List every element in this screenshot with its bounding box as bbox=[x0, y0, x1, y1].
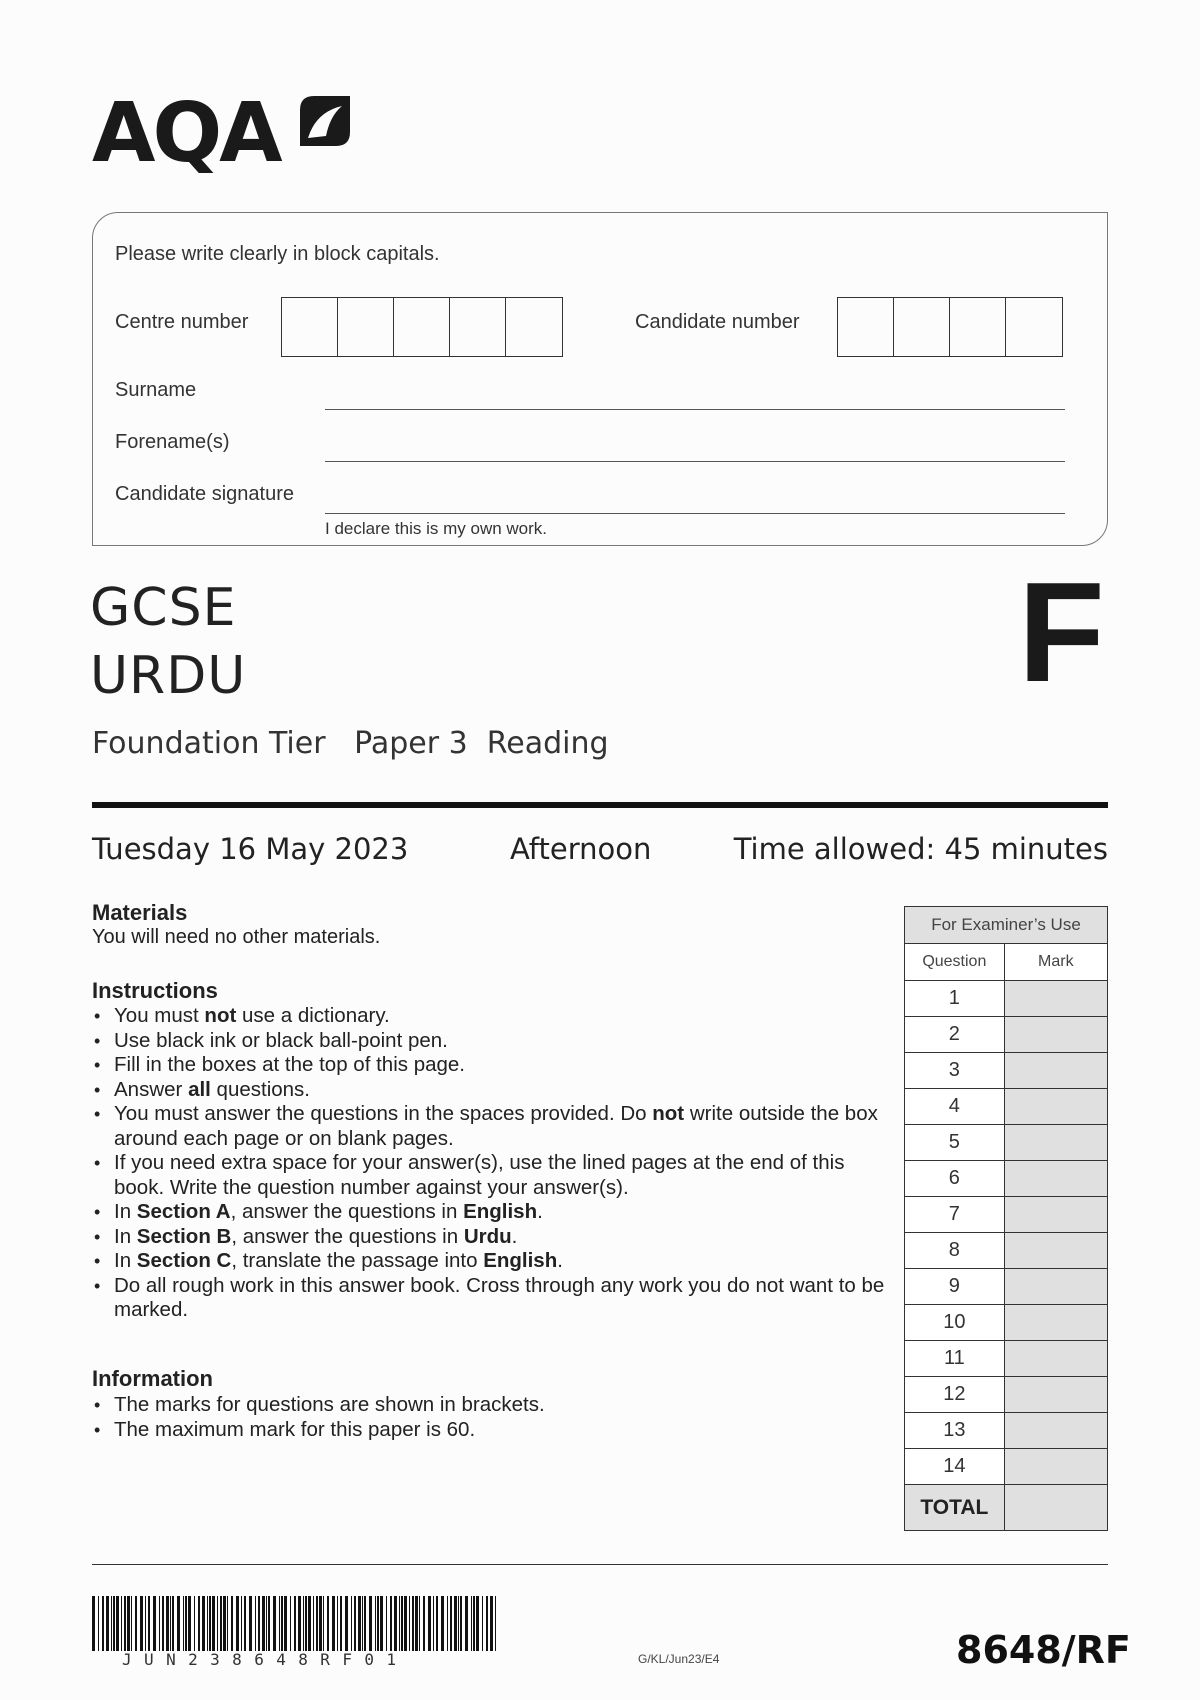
examiner-table-row bbox=[905, 1197, 1108, 1233]
centre-digit-box[interactable] bbox=[394, 298, 450, 356]
candidate-number-label: Candidate number bbox=[635, 311, 800, 333]
exam-date: Tuesday 16 May 2023 bbox=[92, 832, 409, 866]
examiner-table-row bbox=[905, 1053, 1108, 1089]
mark-cell bbox=[1004, 981, 1107, 1017]
mark-cell bbox=[1004, 1197, 1107, 1233]
examiner-table-row bbox=[905, 1233, 1108, 1269]
question-number-cell: 4 bbox=[905, 1089, 1005, 1125]
examiner-table-row bbox=[905, 1017, 1108, 1053]
question-number-cell: 12 bbox=[905, 1377, 1005, 1413]
information-item: • The marks for questions are shown in brackets. bbox=[92, 1393, 892, 1418]
mark-cell bbox=[1004, 1377, 1107, 1413]
paper-code: 8648/RF bbox=[956, 1628, 1131, 1672]
examiner-table-row bbox=[905, 1341, 1108, 1377]
footer-divider bbox=[92, 1564, 1108, 1565]
examiner-use-table bbox=[904, 906, 1108, 1531]
centre-number-label: Centre number bbox=[115, 311, 249, 333]
materials-text: You will need no other materials. bbox=[92, 926, 381, 948]
instruction-item: • You must answer the questions in the spaces provided. Do not write outside the box around each page or on blank pages. bbox=[92, 1102, 892, 1151]
instruction-item: • In Section B, answer the questions in Urdu. bbox=[92, 1225, 892, 1250]
materials-heading: Materials bbox=[92, 900, 188, 925]
instruction-item: • Do all rough work in this answer book. Cross through any work you do not want to be marked. bbox=[92, 1274, 892, 1323]
mark-cell bbox=[1004, 1089, 1107, 1125]
mark-cell bbox=[1004, 1341, 1107, 1377]
centre-digit-box[interactable] bbox=[450, 298, 506, 356]
instruction-item: • If you need extra space for your answer(s), use the lined pages at the end of this book. Write the question number against your answer(s). bbox=[92, 1151, 892, 1200]
mark-cell bbox=[1004, 1161, 1107, 1197]
examiner-table-row bbox=[905, 1089, 1108, 1125]
subject-title: URDU bbox=[90, 646, 247, 706]
candidate-digit-box[interactable] bbox=[838, 298, 894, 356]
question-number-cell: 13 bbox=[905, 1413, 1005, 1449]
barcode bbox=[92, 1596, 502, 1651]
examiner-table-row bbox=[905, 1413, 1108, 1449]
instruction-item: • Use black ink or black ball-point pen. bbox=[92, 1029, 892, 1054]
instruction-item: • You must not use a dictionary. bbox=[92, 1004, 892, 1029]
time-allowed: Time allowed: 45 minutes bbox=[733, 832, 1108, 866]
question-number-cell: 2 bbox=[905, 1017, 1005, 1053]
forenames-label: Forename(s) bbox=[115, 431, 230, 453]
candidate-digit-box[interactable] bbox=[950, 298, 1006, 356]
mark-cell bbox=[1004, 1269, 1107, 1305]
information-heading: Information bbox=[92, 1366, 213, 1391]
mark-cell bbox=[1004, 1053, 1107, 1089]
examiner-table-row bbox=[905, 1449, 1108, 1485]
forenames-field[interactable] bbox=[325, 461, 1065, 462]
total-mark-cell bbox=[1004, 1485, 1107, 1531]
question-number-cell: 8 bbox=[905, 1233, 1005, 1269]
block-capitals-instruction: Please write clearly in block capitals. bbox=[115, 243, 440, 265]
examiner-table-row bbox=[905, 1377, 1108, 1413]
question-number-cell: 6 bbox=[905, 1161, 1005, 1197]
instructions-heading: Instructions bbox=[92, 978, 218, 1003]
declaration-text: I declare this is my own work. bbox=[325, 519, 548, 538]
barcode-number: JUN238648RF01 bbox=[122, 1650, 409, 1669]
centre-digit-box[interactable] bbox=[338, 298, 394, 356]
question-number-cell: 10 bbox=[905, 1305, 1005, 1341]
examiner-table-row bbox=[905, 981, 1108, 1017]
examiner-table-row bbox=[905, 1161, 1108, 1197]
centre-digit-box[interactable] bbox=[282, 298, 338, 356]
mark-cell bbox=[1004, 1305, 1107, 1341]
instruction-item: • In Section A, answer the questions in English. bbox=[92, 1200, 892, 1225]
paper-subtitle: Foundation Tier Paper 3 Reading bbox=[92, 726, 609, 761]
question-number-cell: 9 bbox=[905, 1269, 1005, 1305]
candidate-digit-box[interactable] bbox=[894, 298, 950, 356]
candidate-number-boxes[interactable] bbox=[837, 297, 1063, 357]
instruction-item: • Answer all questions. bbox=[92, 1078, 892, 1103]
mark-cell bbox=[1004, 1233, 1107, 1269]
question-number-cell: 7 bbox=[905, 1197, 1005, 1233]
centre-digit-box[interactable] bbox=[506, 298, 562, 356]
question-number-cell: 11 bbox=[905, 1341, 1005, 1377]
exam-session: Afternoon bbox=[510, 832, 652, 866]
examiner-table-row bbox=[905, 1269, 1108, 1305]
tier-letter: F bbox=[1018, 553, 1105, 712]
instruction-item: • In Section C, translate the passage into English. bbox=[92, 1249, 892, 1274]
total-label: TOTAL bbox=[905, 1485, 1005, 1531]
question-number-cell: 3 bbox=[905, 1053, 1005, 1089]
mark-column-header: Mark bbox=[1004, 944, 1107, 981]
mark-cell bbox=[1004, 1413, 1107, 1449]
aqa-logo bbox=[92, 84, 362, 184]
centre-number-boxes[interactable] bbox=[281, 297, 563, 357]
mark-cell bbox=[1004, 1125, 1107, 1161]
qualification-title: GCSE bbox=[90, 578, 237, 638]
examiner-table-heading: For Examiner’s Use bbox=[905, 907, 1108, 944]
instruction-item: • Fill in the boxes at the top of this page. bbox=[92, 1053, 892, 1078]
signature-field[interactable] bbox=[325, 513, 1065, 514]
instructions-list bbox=[92, 1004, 892, 1323]
question-number-cell: 1 bbox=[905, 981, 1005, 1017]
information-list bbox=[92, 1393, 892, 1442]
logo-text: AQA bbox=[92, 86, 280, 181]
candidate-digit-box[interactable] bbox=[1006, 298, 1062, 356]
mark-cell bbox=[1004, 1449, 1107, 1485]
question-number-cell: 14 bbox=[905, 1449, 1005, 1485]
mark-cell bbox=[1004, 1017, 1107, 1053]
examiner-table-row bbox=[905, 1125, 1108, 1161]
candidate-details-box bbox=[92, 212, 1108, 546]
question-column-header: Question bbox=[905, 944, 1005, 981]
question-number-cell: 5 bbox=[905, 1125, 1005, 1161]
document-reference: G/KL/Jun23/E4 bbox=[638, 1652, 720, 1666]
surname-field[interactable] bbox=[325, 409, 1065, 410]
divider bbox=[92, 802, 1108, 808]
surname-label: Surname bbox=[115, 379, 197, 401]
signature-label: Candidate signature bbox=[115, 483, 295, 505]
examiner-table-row bbox=[905, 1305, 1108, 1341]
logo-leaf-icon bbox=[296, 92, 354, 150]
information-item: • The maximum mark for this paper is 60. bbox=[92, 1418, 892, 1443]
